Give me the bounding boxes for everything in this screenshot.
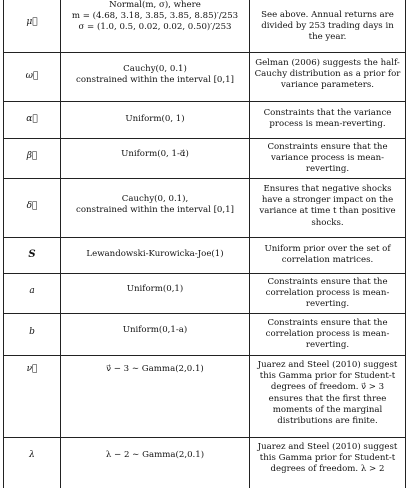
prior-line: Normal(m, σ), where [109, 0, 201, 10]
parameter-cell [4, 53, 61, 101]
table-row [4, 438, 405, 488]
parameter-symbol: ω⃗ [25, 71, 39, 81]
note-cell [250, 438, 405, 488]
prior-cell [61, 274, 250, 313]
parameter-symbol: β⃗ [26, 151, 38, 161]
parameter-symbol: b [29, 327, 35, 337]
prior-line: Uniform(0, 1-α⃗) [121, 149, 189, 159]
parameter-cell [4, 274, 61, 313]
parameter-cell [4, 179, 61, 237]
parameter-symbol: S [28, 249, 36, 260]
parameter-cell [4, 356, 61, 437]
prior-cell [61, 438, 250, 488]
parameter-cell [4, 102, 61, 138]
prior-line: Cauchy(0, 0.1) [123, 64, 187, 74]
parameter-symbol: λ [29, 450, 35, 460]
note-text: Ensures that negative shocks have a stronger impact on the variance at time t than positive shocks. [259, 184, 396, 228]
note-text: Juarez and Steel (2010) suggest this Gamma prior for Student-t degrees of freedom. ν⃗ > 3 ensures that the first three moments of the marginal distributions are finite. [257, 360, 398, 427]
note-cell [250, 179, 405, 237]
parameter-cell [4, 314, 61, 355]
parameter-cell [4, 438, 61, 488]
note-cell [250, 356, 405, 437]
prior-cell [61, 0, 250, 52]
parameter-cell [4, 0, 61, 52]
prior-line: Uniform(0,1-a) [122, 325, 188, 335]
note-cell [250, 53, 405, 101]
table-row [4, 139, 405, 179]
parameter-cell [4, 139, 61, 178]
prior-line: constrained within the interval [0,1] [76, 205, 234, 216]
prior-cell [61, 179, 250, 237]
prior-line: Uniform(0,1) [126, 284, 184, 294]
prior-line: ν⃗ − 3 ∼ Gamma(2,0.1) [106, 364, 204, 374]
note-text: Gelman (2006) suggests the half-Cauchy distribution as a prior for variance parameters. [254, 58, 401, 91]
prior-cell [61, 356, 250, 437]
note-cell [250, 238, 405, 273]
parameter-symbol: α⃗ [26, 114, 38, 124]
prior-line: Cauchy(0, 0.1), [121, 194, 189, 204]
prior-line: m = (4.68, 3.18, 3.85, 3.85, 8.85)′/253 [71, 11, 239, 22]
prior-cell [61, 314, 250, 355]
table-row [4, 274, 405, 314]
note-text: Juarez and Steel (2010) suggest this Gamma prior for Student-t degrees of freedom. λ > 2 [257, 442, 398, 475]
prior-line: σ = (1.0, 0.5, 0.02, 0.02, 0.50)′/253 [78, 22, 232, 33]
prior-line: Uniform(0, 1) [125, 114, 185, 124]
note-text: Constraints that the variance process is mean-reverting. [263, 108, 392, 130]
prior-line: Lewandowski-Kurowicka-Joe(1) [86, 249, 224, 259]
table-row [4, 356, 405, 438]
priors-table [3, 0, 406, 488]
note-cell [250, 0, 405, 52]
table-row [4, 0, 405, 53]
table-row [4, 53, 405, 102]
prior-cell [61, 139, 250, 178]
parameter-symbol: a [29, 286, 35, 296]
table-row [4, 179, 405, 238]
note-cell [250, 102, 405, 138]
note-text: Constraints ensure that the correlation process is mean-reverting. [265, 318, 390, 351]
parameter-symbol: δ⃗ [26, 201, 38, 211]
table-row [4, 314, 405, 356]
note-cell [250, 274, 405, 313]
prior-cell [61, 238, 250, 273]
prior-cell [61, 102, 250, 138]
note-text: See above. Annual returns are divided by 253 trading days in the year. [261, 10, 394, 43]
note-cell [250, 139, 405, 178]
parameter-symbol: μ⃗ [26, 17, 38, 27]
parameter-cell [4, 238, 61, 273]
table-row [4, 238, 405, 274]
prior-cell [61, 53, 250, 101]
note-cell [250, 314, 405, 355]
prior-line: constrained within the interval [0,1] [76, 75, 234, 86]
prior-line: λ − 2 ∼ Gamma(2,0.1) [105, 450, 205, 460]
note-text: Uniform prior over the set of correlation matrices. [264, 244, 391, 266]
note-text: Constraints ensure that the correlation process is mean-reverting. [265, 277, 390, 310]
note-text: Constraints ensure that the variance process is mean-reverting. [267, 142, 388, 175]
parameter-symbol: ν⃗ [26, 364, 38, 374]
table-row [4, 102, 405, 139]
